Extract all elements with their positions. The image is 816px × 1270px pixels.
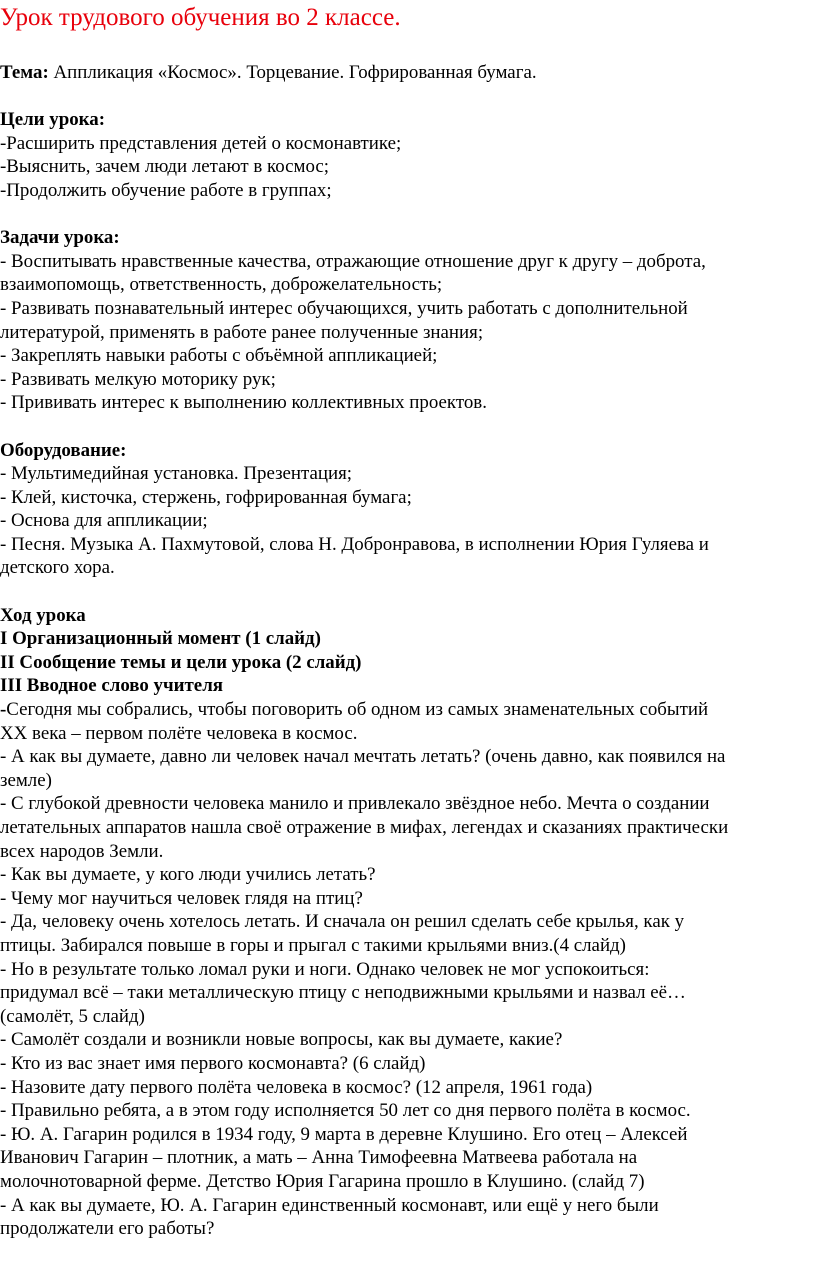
lesson-line: - Назовите дату первого полёта человека в космос? (12 апреля, 1961 года) (0, 1076, 593, 1098)
lesson-line: всех народов Земли. (0, 840, 164, 862)
task-line: - Развивать мелкую моторику рук; (0, 368, 276, 390)
lesson-line: птицы. Забирался повыше в горы и прыгал с такими крыльями вниз.(4 слайд) (0, 934, 626, 956)
spacer (0, 580, 812, 604)
lesson-stage-text: III Вводное слово учителя (0, 675, 224, 697)
lesson-line: - Как вы думаете, у кого люди учились летать? (0, 864, 376, 886)
lesson-heading (0, 604, 812, 628)
task-line: литературой, применять в работе ранее полученные знания; (0, 321, 484, 343)
lesson-stage (0, 674, 812, 698)
goal-item: -Продолжить обучение работе в группах; (0, 179, 332, 201)
equipment-heading-text: Оборудование: (0, 439, 127, 461)
lesson-line: - Правильно ребята, а в этом году исполняется 50 лет со дня первого полёта в космос. (0, 1100, 691, 1122)
lesson-line: молочнотоварной ферме. Детство Юрия Гагарина прошло в Клушино. (слайд 7) (0, 1170, 645, 1192)
spacer (0, 203, 812, 227)
lesson-line: - Чему мог научиться человек глядя на птиц? (0, 887, 363, 909)
equipment-line: - Мультимедийная установка. Презентация; (0, 463, 353, 485)
goals-heading-text: Цели урока: (0, 109, 106, 131)
lesson-line: - Ю. А. Гагарин родился в 1934 году, 9 марта в деревне Клушино. Его отец – Алексей (0, 1123, 688, 1145)
lesson-line: земле) (0, 769, 52, 791)
task-line: взаимопомощь, ответственность, доброжелательность; (0, 274, 443, 296)
spacer (0, 415, 812, 439)
lesson-line: продолжатели его работы? (0, 1218, 215, 1240)
page-title: Урок трудового обучения во 2 классе. (0, 4, 401, 31)
lesson-line: - А как вы думаете, давно ли человек начал мечтать летать? (очень давно, как появился на (0, 746, 726, 768)
tasks-heading (0, 226, 812, 250)
lesson-first-dash: - (0, 699, 7, 721)
topic-text: Аппликация «Космос». Торцевание. Гофрированная бумага. (48, 62, 537, 83)
lesson-line: Иванович Гагарин – плотник, а мать – Анна Тимофеевна Матвеева работала на (0, 1147, 638, 1169)
equipment-line: - Основа для аппликации; (0, 510, 208, 532)
task-line: - Закреплять навыки работы с объёмной аппликацией; (0, 345, 438, 367)
lesson-stage-text: II Сообщение темы и цели урока (2 слайд) (0, 651, 362, 673)
lesson-line: XX века – первом полёте человека в космос. (0, 722, 358, 744)
lesson-stage (0, 651, 812, 675)
lesson-line: - Но в результате только ломал руки и ноги. Однако человек не мог успокоиться: (0, 958, 650, 980)
task-line: - Воспитывать нравственные качества, отражающие отношение друг к другу – доброта, (0, 250, 706, 272)
topic-label: Тема: (0, 62, 49, 83)
equipment-line: - Клей, кисточка, стержень, гофрированная бумага; (0, 486, 412, 508)
lesson-heading-text: Ход урока (0, 604, 86, 626)
lesson-stage-text: I Организационный момент (1 слайд) (0, 628, 321, 650)
lesson-line-text: Сегодня мы собрались, чтобы поговорить об одном из самых знаменательных событий (6, 699, 709, 721)
lesson-line: - А как вы думаете, Ю. А. Гагарин единственный космонавт, или ещё у него были (0, 1194, 659, 1216)
lesson-line: летательных аппаратов нашла своё отражение в мифах, легендах и сказаниях практически (0, 817, 729, 838)
lesson-line (0, 698, 812, 722)
goal-item: -Выяснить, зачем люди летают в космос; (0, 156, 330, 178)
lesson-line: (самолёт, 5 слайд) (0, 1005, 145, 1027)
lesson-line: - Самолёт создали и возникли новые вопросы, как вы думаете, какие? (0, 1029, 563, 1051)
lesson-line: - Кто из вас знает имя первого космонавта? (6 слайд) (0, 1052, 426, 1074)
lesson-stage (0, 627, 812, 651)
task-line: - Развивать познавательный интерес обучающихся, учить работать с дополнительной (0, 297, 688, 319)
document-body (0, 61, 812, 1241)
equipment-line: детского хора. (0, 557, 115, 579)
lesson-line: - Да, человеку очень хотелось летать. И сначала он решил сделать себе крылья, как у (0, 911, 685, 933)
spacer (0, 85, 812, 109)
topic-line (0, 61, 812, 85)
equipment-heading (0, 439, 812, 463)
task-line: - Прививать интерес к выполнению коллективных проектов. (0, 392, 487, 414)
goal-item: -Расширить представления детей о космонавтике; (0, 132, 402, 154)
lesson-line: придумал всё – таки металлическую птицу с неподвижными крыльями и назвал её… (0, 982, 686, 1004)
tasks-heading-text: Задачи урока: (0, 227, 120, 249)
lesson-line: - С глубокой древности человека манило и привлекало звёздное небо. Мечта о создании (0, 793, 710, 815)
equipment-line: - Песня. Музыка А. Пахмутовой, слова Н. Добронравова, в исполнении Юрия Гуляева и (0, 533, 709, 555)
goals-heading (0, 108, 812, 132)
